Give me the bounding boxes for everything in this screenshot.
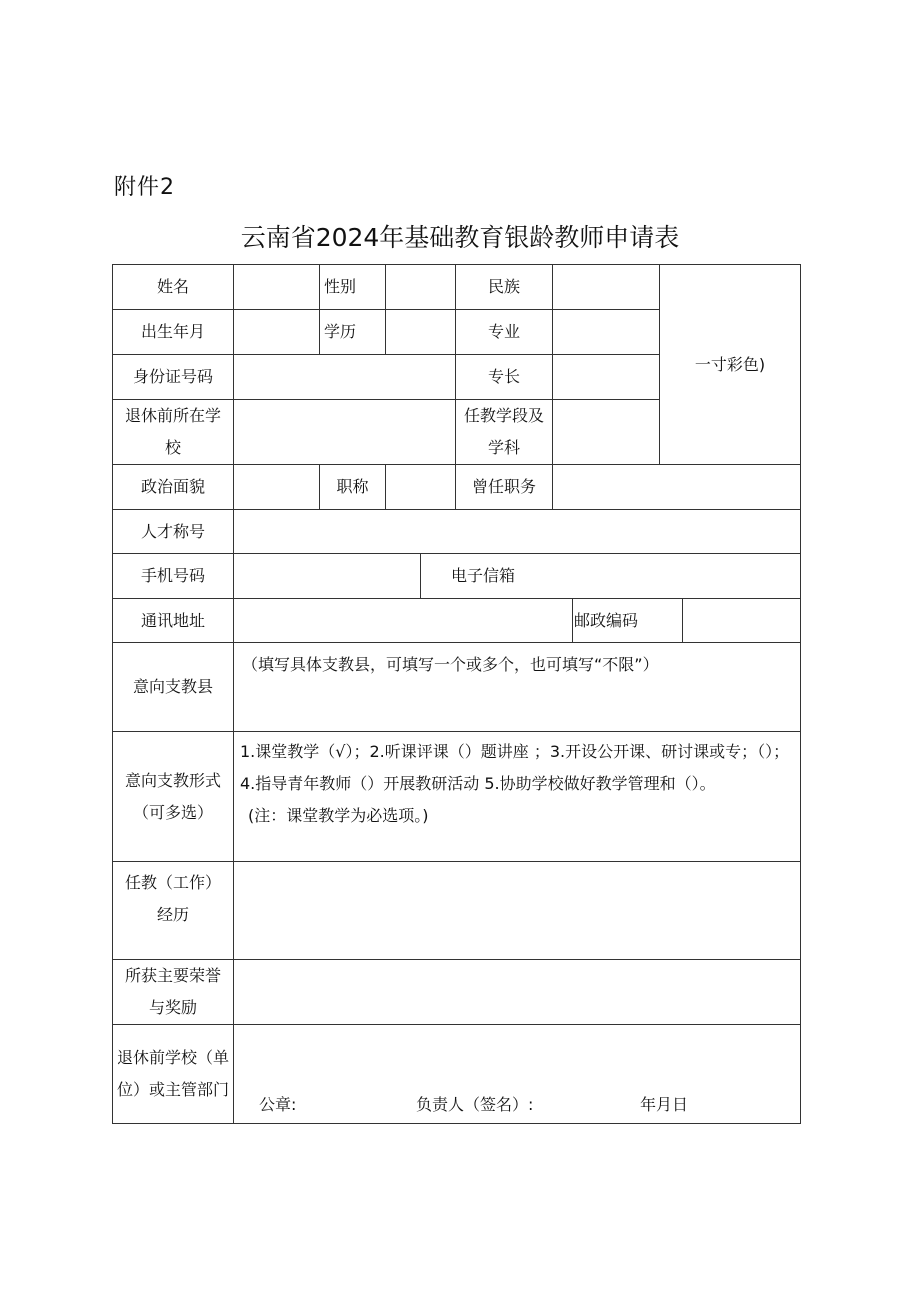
position-label: 曾任职务 [455,464,553,510]
stage-label: 任教学段及学科 [455,399,553,465]
honors-label: 所获主要荣誉与奖励 [112,959,234,1025]
id-label: 身份证号码 [112,354,234,400]
county-label: 意向支教县 [112,642,234,732]
id-field[interactable] [233,354,456,400]
major-field[interactable] [552,309,660,355]
name-label: 姓名 [112,264,234,310]
date-label: 年月日 [640,1095,689,1114]
form-label: 意向支教形式（可多选） [112,731,234,862]
political-label: 政治面貌 [112,464,234,510]
form-field[interactable] [233,731,801,862]
ethnicity-field[interactable] [552,264,660,310]
email-label: 电子信箱 [451,566,516,585]
title-field[interactable] [385,464,456,510]
form-options: 1.课堂教学（√）；2.听课评课（）题讲座 ；3.开设公开课、研讨课或专；（）；4.指导青年教师（）开展教研活动 5.协助学校做好教学管理和（）。 [240,742,790,793]
stage-field[interactable] [552,399,660,465]
address-label: 通讯地址 [112,598,234,643]
seal-label: 公章: [259,1095,297,1114]
birth-field[interactable] [233,309,320,355]
phone-field[interactable] [233,553,421,599]
specialty-field[interactable] [552,354,660,400]
county-hint: （填写具体支教县，可填写一个或多个，也可填写“不限”） [242,655,659,674]
political-field[interactable] [233,464,320,510]
position-field[interactable] [552,464,801,510]
school-field[interactable] [233,399,456,465]
talent-field[interactable] [233,509,801,554]
signer-label: 负责人（签名）: [416,1095,534,1114]
email-field[interactable] [420,553,801,599]
school-label: 退休前所在学校 [112,399,234,465]
name-field[interactable] [233,264,320,310]
phone-label: 手机号码 [112,553,234,599]
county-field[interactable] [233,642,801,732]
form-title: 云南省2024年基础教育银龄教师申请表 [240,223,680,252]
major-label: 专业 [455,309,553,355]
specialty-label: 专长 [455,354,553,400]
unit-field[interactable] [233,1024,801,1124]
gender-label: 性别 [319,264,386,310]
attachment-label: 附件2 [114,175,175,200]
honors-field[interactable] [233,959,801,1025]
unit-label: 退休前学校（单位）或主管部门 [112,1024,234,1124]
experience-field[interactable] [233,861,801,960]
education-field[interactable] [385,309,456,355]
gender-field[interactable] [385,264,456,310]
application-form [113,265,802,1125]
talent-label: 人才称号 [112,509,234,554]
postcode-label: 邮政编码 [572,598,683,643]
title-label: 职称 [319,464,386,510]
experience-label: 任教（工作）经历 [112,861,234,960]
education-label: 学历 [319,309,386,355]
postcode-field[interactable] [682,598,801,643]
address-field[interactable] [233,598,573,643]
birth-label: 出生年月 [112,309,234,355]
form-note: (注：课堂教学为必选项。) [248,806,429,825]
ethnicity-label: 民族 [455,264,553,310]
photo-box[interactable]: 一寸彩色) [659,264,801,465]
